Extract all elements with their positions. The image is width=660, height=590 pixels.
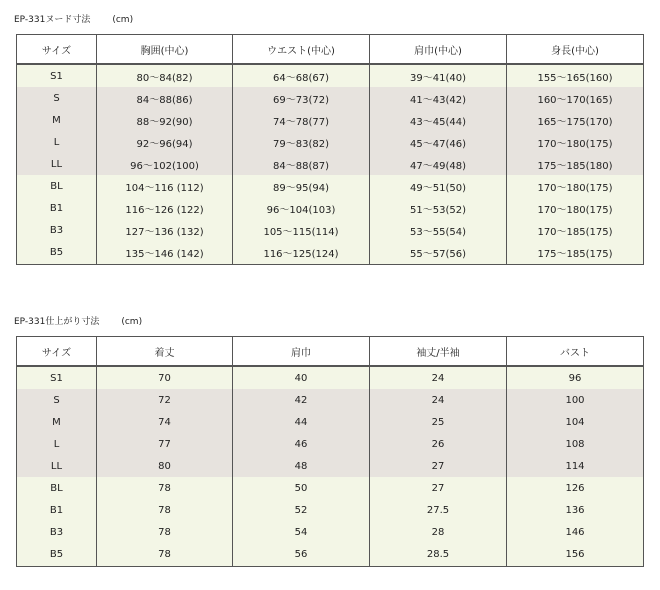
header-shoulder: 肩巾: [233, 337, 370, 367]
measurement-cell: 45～47(46): [370, 131, 507, 153]
size-label-cell: S1: [17, 366, 97, 389]
header-height: 身長(中心): [507, 35, 644, 65]
measurement-cell: 52: [233, 499, 370, 521]
table-row: [17, 499, 644, 521]
measurement-cell: 126: [507, 477, 644, 499]
table-header-row: [17, 337, 644, 367]
measurement-cell: 55～57(56): [370, 241, 507, 265]
finished-size-table: [16, 336, 644, 567]
table-row: [17, 241, 644, 265]
size-label-cell: L: [17, 433, 97, 455]
measurement-cell: 69～73(72): [233, 87, 370, 109]
measurement-cell: 160～170(165): [507, 87, 644, 109]
measurement-cell: 170～180(175): [507, 131, 644, 153]
measurement-cell: 39～41(40): [370, 64, 507, 87]
size-label-cell: M: [17, 109, 97, 131]
size-label-cell: S: [17, 389, 97, 411]
table-row: [17, 389, 644, 411]
measurement-cell: 49～51(50): [370, 175, 507, 197]
table-row: [17, 64, 644, 87]
measurement-cell: 136: [507, 499, 644, 521]
measurement-cell: 43～45(44): [370, 109, 507, 131]
size-label-cell: BL: [17, 477, 97, 499]
measurement-cell: 77: [97, 433, 233, 455]
table-row: [17, 87, 644, 109]
size-label-cell: S: [17, 87, 97, 109]
measurement-cell: 25: [370, 411, 507, 433]
table-row: [17, 219, 644, 241]
size-label-cell: LL: [17, 153, 97, 175]
measurement-cell: 26: [370, 433, 507, 455]
header-size: サイズ: [17, 337, 97, 367]
table-row: [17, 366, 644, 389]
measurement-cell: 54: [233, 521, 370, 543]
finished-table-title: EP-331仕上がり寸法: [14, 317, 100, 327]
measurement-cell: 56: [233, 543, 370, 567]
measurement-cell: 170～185(175): [507, 219, 644, 241]
size-label-cell: B5: [17, 543, 97, 567]
measurement-cell: 27.5: [370, 499, 507, 521]
table-row: [17, 153, 644, 175]
measurement-cell: 53～55(54): [370, 219, 507, 241]
measurement-cell: 105～115(114): [233, 219, 370, 241]
table-row: [17, 175, 644, 197]
measurement-cell: 79～83(82): [233, 131, 370, 153]
measurement-cell: 175～185(180): [507, 153, 644, 175]
measurement-cell: 108: [507, 433, 644, 455]
finished-table-caption: [14, 314, 142, 327]
header-chest: 胸囲(中心): [97, 35, 233, 65]
measurement-cell: 80～84(82): [97, 64, 233, 87]
measurement-cell: 104～116 (112): [97, 175, 233, 197]
measurement-cell: 96～104(103): [233, 197, 370, 219]
header-shoulder: 肩巾(中心): [370, 35, 507, 65]
measurement-cell: 28: [370, 521, 507, 543]
size-label-cell: B1: [17, 499, 97, 521]
table-row: [17, 197, 644, 219]
header-bust: バスト: [507, 337, 644, 367]
table-row: [17, 543, 644, 567]
size-label-cell: M: [17, 411, 97, 433]
measurement-cell: 104: [507, 411, 644, 433]
nude-table-caption: [14, 12, 133, 25]
size-label-cell: BL: [17, 175, 97, 197]
measurement-cell: 100: [507, 389, 644, 411]
nude-table-unit: (cm): [112, 15, 134, 25]
measurement-cell: 28.5: [370, 543, 507, 567]
measurement-cell: 78: [97, 477, 233, 499]
table-row: [17, 109, 644, 131]
measurement-cell: 27: [370, 477, 507, 499]
measurement-cell: 84～88(87): [233, 153, 370, 175]
measurement-cell: 170～180(175): [507, 175, 644, 197]
measurement-cell: 27: [370, 455, 507, 477]
measurement-cell: 50: [233, 477, 370, 499]
measurement-cell: 40: [233, 366, 370, 389]
measurement-cell: 24: [370, 389, 507, 411]
measurement-cell: 156: [507, 543, 644, 567]
table-row: [17, 131, 644, 153]
nude-table-title: EP-331ヌード寸法: [14, 15, 91, 25]
measurement-cell: 89～95(94): [233, 175, 370, 197]
measurement-cell: 41～43(42): [370, 87, 507, 109]
size-label-cell: B3: [17, 219, 97, 241]
measurement-cell: 78: [97, 543, 233, 567]
measurement-cell: 42: [233, 389, 370, 411]
size-label-cell: B3: [17, 521, 97, 543]
header-waist: ウエスト(中心): [233, 35, 370, 65]
table-row: [17, 455, 644, 477]
measurement-cell: 80: [97, 455, 233, 477]
measurement-cell: 155～165(160): [507, 64, 644, 87]
table-row: [17, 411, 644, 433]
measurement-cell: 47～49(48): [370, 153, 507, 175]
header-sleeve: 袖丈/半袖: [370, 337, 507, 367]
measurement-cell: 48: [233, 455, 370, 477]
measurement-cell: 74: [97, 411, 233, 433]
measurement-cell: 135～146 (142): [97, 241, 233, 265]
measurement-cell: 46: [233, 433, 370, 455]
measurement-cell: 175～185(175): [507, 241, 644, 265]
measurement-cell: 88～92(90): [97, 109, 233, 131]
measurement-cell: 70: [97, 366, 233, 389]
table-row: [17, 433, 644, 455]
table-row: [17, 521, 644, 543]
measurement-cell: 165～175(170): [507, 109, 644, 131]
measurement-cell: 146: [507, 521, 644, 543]
size-label-cell: B1: [17, 197, 97, 219]
measurement-cell: 78: [97, 521, 233, 543]
measurement-cell: 92～96(94): [97, 131, 233, 153]
header-length: 着丈: [97, 337, 233, 367]
table-row: [17, 477, 644, 499]
measurement-cell: 116～126 (122): [97, 197, 233, 219]
size-label-cell: B5: [17, 241, 97, 265]
size-label-cell: LL: [17, 455, 97, 477]
measurement-cell: 96: [507, 366, 644, 389]
measurement-cell: 170～180(175): [507, 197, 644, 219]
measurement-cell: 74～78(77): [233, 109, 370, 131]
measurement-cell: 44: [233, 411, 370, 433]
size-label-cell: S1: [17, 64, 97, 87]
finished-table-unit: (cm): [121, 317, 143, 327]
size-label-cell: L: [17, 131, 97, 153]
measurement-cell: 127～136 (132): [97, 219, 233, 241]
measurement-cell: 116～125(124): [233, 241, 370, 265]
measurement-cell: 114: [507, 455, 644, 477]
measurement-cell: 96～102(100): [97, 153, 233, 175]
measurement-cell: 84～88(86): [97, 87, 233, 109]
measurement-cell: 24: [370, 366, 507, 389]
measurement-cell: 72: [97, 389, 233, 411]
header-size: サイズ: [17, 35, 97, 65]
measurement-cell: 78: [97, 499, 233, 521]
table-header-row: [17, 35, 644, 65]
measurement-cell: 64～68(67): [233, 64, 370, 87]
nude-size-table: [16, 34, 644, 265]
measurement-cell: 51～53(52): [370, 197, 507, 219]
